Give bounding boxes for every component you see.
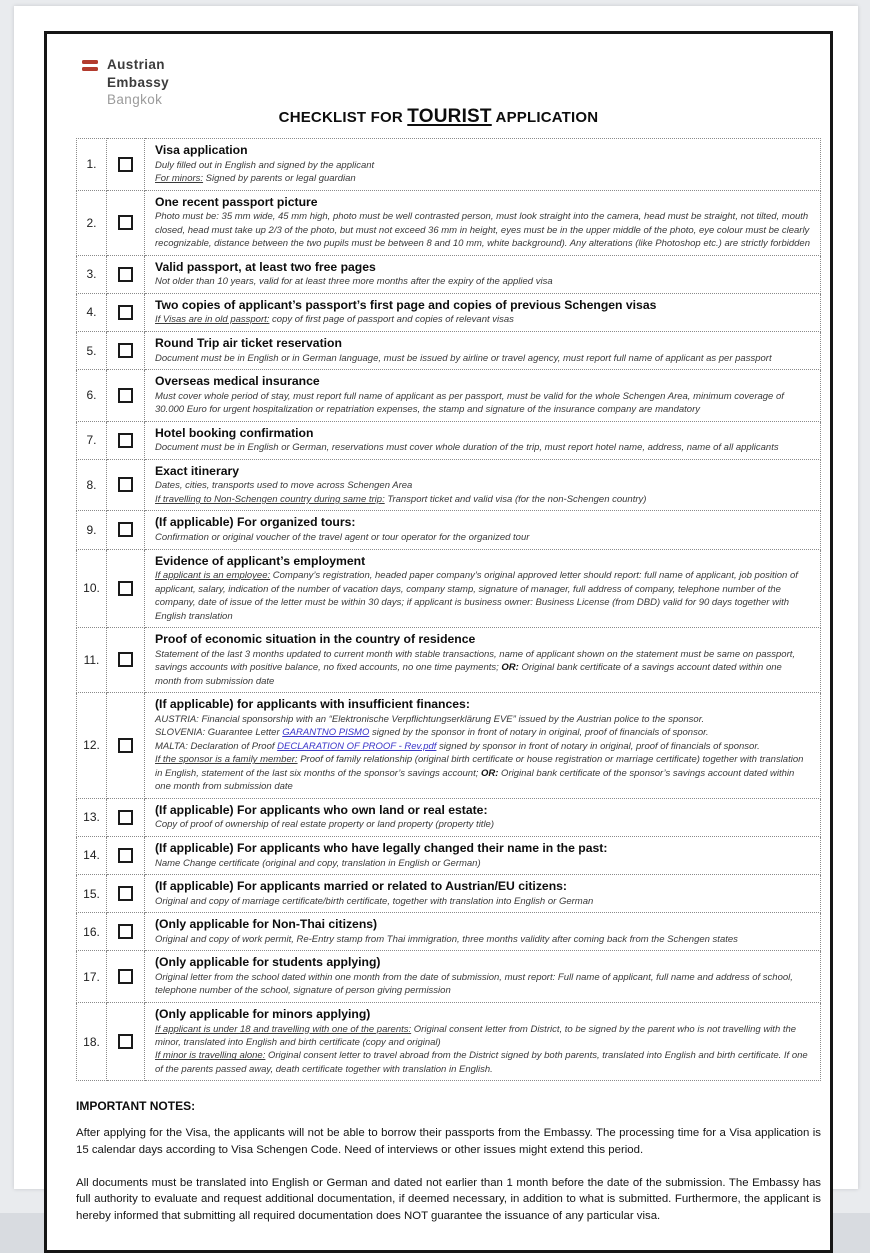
row-content (145, 549, 821, 628)
embassy-logo-text (107, 56, 169, 109)
row-description (155, 1049, 810, 1076)
row-content (145, 293, 821, 331)
underlined-condition: If the sponsor is a family member: (155, 754, 298, 766)
document-link[interactable]: DECLARATION OF PROOF - Rev.pdf (277, 740, 437, 752)
description-text: signed by the sponsor in front of notary in original, proof of financials of sponsor. (369, 727, 709, 739)
austrian-flag-icon (82, 60, 98, 74)
description-text: Must cover whole period of stay, must report full name of applicant as per passport, must be valid for the whole Schengen Area, minimum coverage of 30.000 Euro for urgent hospitalization or repatriation expenses, the stamp and signature of the insurance company are mandatory (155, 390, 784, 416)
description-text: Duly filled out in English and signed by the applicant (155, 159, 375, 171)
row-content (145, 331, 821, 369)
checkbox-cell (107, 331, 145, 369)
row-description (155, 648, 810, 688)
row-description (155, 971, 810, 998)
row-description (155, 740, 810, 753)
row-number: 10. (77, 549, 107, 628)
logo-line-austrian: Austrian (107, 57, 165, 72)
paper-sheet (14, 6, 858, 1222)
checkbox[interactable] (118, 969, 133, 984)
checkbox[interactable] (118, 848, 133, 863)
row-description (155, 159, 810, 172)
description-text: Original bank certificate of the sponsor’s savings account dated within one month from submission date (155, 767, 795, 793)
description-text: Company’s registration, headed paper company’s original approved letter should report: full name of applicant, job position of applicant, salary, indication of the number of vacation days, company stamp, signature of manager, full address of company, telephone number of the company, date of issue of the letter must be within 30 days; if applicant is business owner: Business License (from DBD) valid for 90 days together with English translation (155, 570, 798, 622)
row-number: 18. (77, 1002, 107, 1081)
checkbox[interactable] (118, 810, 133, 825)
checkbox-cell (107, 549, 145, 628)
row-description (155, 352, 810, 365)
row-content (145, 693, 821, 799)
checkbox-cell (107, 370, 145, 422)
checkbox-cell (107, 255, 145, 293)
embassy-logo (82, 56, 169, 109)
checklist-row (77, 190, 821, 255)
checkbox[interactable] (118, 652, 133, 667)
description-text: Photo must be: 35 mm wide, 45 mm high, photo must be well contrasted person, must look straight into the camera, head must be straight, not tilted, mouth closed, head must take up 2/3 of the photo, but must not exceed 36 mm in height, eyes must be in the upper middle of the photo, eye colour must be clearly recognizable, distance between the two pupils must be between 8 and 10 mm, white background). Any alterations (like Photoshop etc.) are strictly forbidden (155, 211, 810, 250)
row-number: 2. (77, 190, 107, 255)
row-title: (If applicable) For applicants married or related to Austrian/EU citizens: (155, 879, 567, 894)
checklist-row (77, 293, 821, 331)
checkbox[interactable] (118, 343, 133, 358)
underlined-condition: If applicant is an employee: (155, 570, 271, 582)
description-text: Original and copy of work permit, Re-Entry stamp from Thai immigration, three months validity after coming back from the Schengen states (155, 933, 738, 945)
row-content (145, 421, 821, 459)
bold-or-label: OR: (481, 767, 499, 779)
title-prefix: CHECKLIST FOR (278, 109, 408, 126)
row-description (155, 753, 810, 793)
checklist-row (77, 421, 821, 459)
row-number: 1. (77, 139, 107, 191)
description-text: AUSTRIA: Financial sponsorship with an “Elektronische Verpflichtungserklärung EVE” issued by the Austrian police to the sponsor. (155, 713, 705, 725)
row-description (155, 493, 810, 506)
notes-paragraph: All documents must be translated into English or German and dated not earlier than 1 month before the date of the submission. The Embassy has full authority to evaluate and request additional documentation, if deemed necessary, in addition to what is submitted. Furthermore, the applicant is hereby informed that submitting all required documentation does NOT guarantee the issuance of any particular visa. (76, 1176, 821, 1222)
row-number: 6. (77, 370, 107, 422)
checkbox-cell (107, 951, 145, 1003)
checkbox-cell (107, 190, 145, 255)
row-title: One recent passport picture (155, 194, 318, 209)
row-title: (Only applicable for Non-Thai citizens) (155, 917, 378, 932)
row-description (155, 1023, 810, 1050)
row-description (155, 210, 810, 250)
row-title: (Only applicable for minors applying) (155, 1006, 371, 1021)
row-title: (Only applicable for students applying) (155, 955, 381, 970)
description-text: Confirmation or original voucher of the travel agent or tour operator for the organized tour (155, 532, 530, 544)
checklist-row (77, 370, 821, 422)
row-title: Hotel booking confirmation (155, 425, 314, 440)
row-description (155, 818, 810, 831)
description-text: Original bank certificate of a savings account dated within one month from submission date (155, 662, 782, 687)
checklist-row (77, 139, 821, 191)
checkbox[interactable] (118, 522, 133, 537)
row-description (155, 275, 810, 288)
row-number: 15. (77, 875, 107, 913)
row-number: 4. (77, 293, 107, 331)
title-suffix: APPLICATION (491, 109, 599, 126)
description-text: Transport ticket and valid visa (for the non-Schengen country) (384, 493, 647, 505)
row-title: Exact itinerary (155, 463, 240, 478)
checklist-row (77, 951, 821, 1003)
checklist-table (76, 138, 821, 1081)
checkbox[interactable] (118, 924, 133, 939)
row-description (155, 857, 810, 870)
row-description (155, 313, 810, 326)
checkbox-cell (107, 913, 145, 951)
description-text: copy of first page of passport and copies of relevant visas (269, 314, 514, 326)
checkbox-cell (107, 875, 145, 913)
row-description (155, 531, 810, 544)
row-number: 7. (77, 421, 107, 459)
row-number: 11. (77, 628, 107, 693)
underlined-condition: If Visas are in old passport: (155, 314, 270, 326)
row-description (155, 441, 810, 454)
row-description (155, 172, 810, 185)
row-description (155, 713, 810, 726)
description-text: Original consent letter from District, to be signed by the parent who is not travelling with the minor, translated into English and birth certificate (copy and original) (155, 1023, 797, 1048)
description-text: Proof of family relationship (original birth certificate or house registration or marriage certificate) together with translation in English, statement of the last six months of the sponsor’s savings account; (155, 754, 804, 779)
checklist-row (77, 255, 821, 293)
checkbox-cell (107, 139, 145, 191)
row-content (145, 370, 821, 422)
row-content (145, 1002, 821, 1081)
checklist-row (77, 331, 821, 369)
row-content (145, 190, 821, 255)
checklist-row (77, 875, 821, 913)
underlined-condition: If applicant is under 18 and travelling with one of the parents: (155, 1023, 412, 1035)
description-text: Not older than 10 years, valid for at least three more months after the expiry of the applied visa (155, 276, 553, 288)
row-number: 16. (77, 913, 107, 951)
checkbox[interactable] (118, 581, 133, 596)
row-number: 9. (77, 511, 107, 549)
checkbox-cell (107, 628, 145, 693)
checkbox[interactable] (118, 1034, 133, 1049)
row-number: 3. (77, 255, 107, 293)
description-text: signed by sponsor in front of notary in original, proof of financials of sponsor. (436, 740, 760, 752)
checklist-row (77, 459, 821, 511)
checklist-row (77, 693, 821, 799)
row-number: 12. (77, 693, 107, 799)
checklist-tbody (77, 139, 821, 1081)
underlined-condition: For minors: (155, 173, 204, 185)
row-content (145, 139, 821, 191)
checklist-row (77, 1002, 821, 1081)
row-title: Overseas medical insurance (155, 374, 320, 389)
checklist-row (77, 549, 821, 628)
row-title: Proof of economic situation in the country of residence (155, 632, 476, 647)
row-title: (If applicable) For organized tours: (155, 515, 356, 530)
row-description (155, 390, 810, 417)
description-text: Document must be in English or in German language, must be issued by airline or travel agency, must report full name of applicant as per passport (155, 352, 772, 364)
row-description (155, 726, 810, 739)
checkbox[interactable] (118, 433, 133, 448)
description-text: Name Change certificate (original and copy, translation in English or German) (155, 857, 481, 869)
row-content (145, 951, 821, 1003)
row-title: (If applicable) For applicants who own land or real estate: (155, 802, 488, 817)
description-text: Document must be in English or German, reservations must cover whole duration of the trip, must report hotel name, address, name of all applicants (155, 442, 779, 454)
row-content (145, 875, 821, 913)
page-title (47, 106, 830, 128)
checklist-row (77, 628, 821, 693)
checklist-row (77, 798, 821, 836)
description-text: Dates, cities, transports used to move across Schengen Area (155, 480, 413, 492)
checkbox-cell (107, 459, 145, 511)
checkbox-cell (107, 293, 145, 331)
checkbox[interactable] (118, 267, 133, 282)
row-description (155, 933, 810, 946)
notes-title: IMPORTANT NOTES: (76, 1099, 196, 1114)
underlined-condition: If travelling to Non-Schengen country during same trip: (155, 493, 385, 505)
document-link[interactable]: GARANTNO PISMO (282, 727, 370, 739)
row-title: Round Trip air ticket reservation (155, 335, 342, 350)
checkbox[interactable] (118, 215, 133, 230)
checkbox-cell (107, 1002, 145, 1081)
important-notes (76, 1099, 821, 1224)
checkbox[interactable] (118, 305, 133, 320)
row-description (155, 479, 810, 492)
row-description (155, 895, 810, 908)
row-content (145, 836, 821, 874)
description-text: SLOVENIA: Guarantee Letter (155, 727, 283, 739)
row-number: 17. (77, 951, 107, 1003)
description-text: Original and copy of marriage certificate/birth certificate, together with translation into English or German (155, 895, 594, 907)
notes-paragraph: After applying for the Visa, the applicants will not be able to borrow their passports from the Embassy. The processing time for a Visa application is 15 calendar days according to Visa Schengen Code. Need of interviews or other issues might extend this period. (76, 1127, 821, 1156)
row-title: Evidence of applicant’s employment (155, 553, 366, 568)
bold-or-label: OR: (501, 662, 519, 674)
row-content (145, 798, 821, 836)
description-text: Statement of the last 3 months updated to current month with stable transactions, name of applicant shown on the statement must be same on passport, savings accounts with positive balance, no fixed accounts, no one time payments; (155, 648, 796, 674)
row-description (155, 569, 810, 623)
page-header (47, 34, 830, 138)
checkbox-cell (107, 421, 145, 459)
checklist-row (77, 836, 821, 874)
checkbox-cell (107, 798, 145, 836)
description-text: MALTA: Declaration of Proof (155, 740, 278, 752)
row-number: 14. (77, 836, 107, 874)
checklist-row (77, 511, 821, 549)
checkbox[interactable] (118, 738, 133, 753)
checkbox[interactable] (118, 477, 133, 492)
logo-line-bangkok: Bangkok (107, 92, 163, 108)
row-content (145, 255, 821, 293)
row-title: Valid passport, at least two free pages (155, 259, 376, 274)
logo-line-embassy: Embassy (107, 74, 170, 90)
row-title: Visa application (155, 143, 248, 157)
description-text: Copy of proof of ownership of real estate property or land property (property title) (155, 819, 495, 831)
page-frame (44, 31, 833, 1253)
underlined-condition: If minor is travelling alone: (155, 1050, 266, 1062)
checkbox-cell (107, 511, 145, 549)
row-content (145, 628, 821, 693)
row-title: (If applicable) For applicants who have legally changed their name in the past: (155, 840, 608, 855)
checkbox[interactable] (118, 157, 133, 172)
checkbox-cell (107, 693, 145, 799)
row-content (145, 459, 821, 511)
row-number: 13. (77, 798, 107, 836)
description-text: Original letter from the school dated within one month from the date of submission, must report: Full name of applicant, full name and address of school, telephone number of the school, signature of person giving permission (155, 971, 793, 997)
row-content (145, 913, 821, 951)
row-title: (If applicable) for applicants with insufficient finances: (155, 697, 470, 712)
row-number: 8. (77, 459, 107, 511)
checkbox[interactable] (118, 388, 133, 403)
title-tourist: TOURIST (407, 106, 492, 127)
row-number: 5. (77, 331, 107, 369)
row-title: Two copies of applicant’s passport’s first page and copies of previous Schengen visas (155, 297, 657, 312)
row-content (145, 511, 821, 549)
checklist-row (77, 913, 821, 951)
description-text: Original consent letter to travel abroad from the District signed by both parents, translated into English and birth certificate. If one of the parents passed away, death certificate together with translation in English. (155, 1050, 808, 1075)
description-text: Signed by parents or legal guardian (203, 173, 356, 185)
checkbox[interactable] (118, 886, 133, 901)
checkbox-cell (107, 836, 145, 874)
